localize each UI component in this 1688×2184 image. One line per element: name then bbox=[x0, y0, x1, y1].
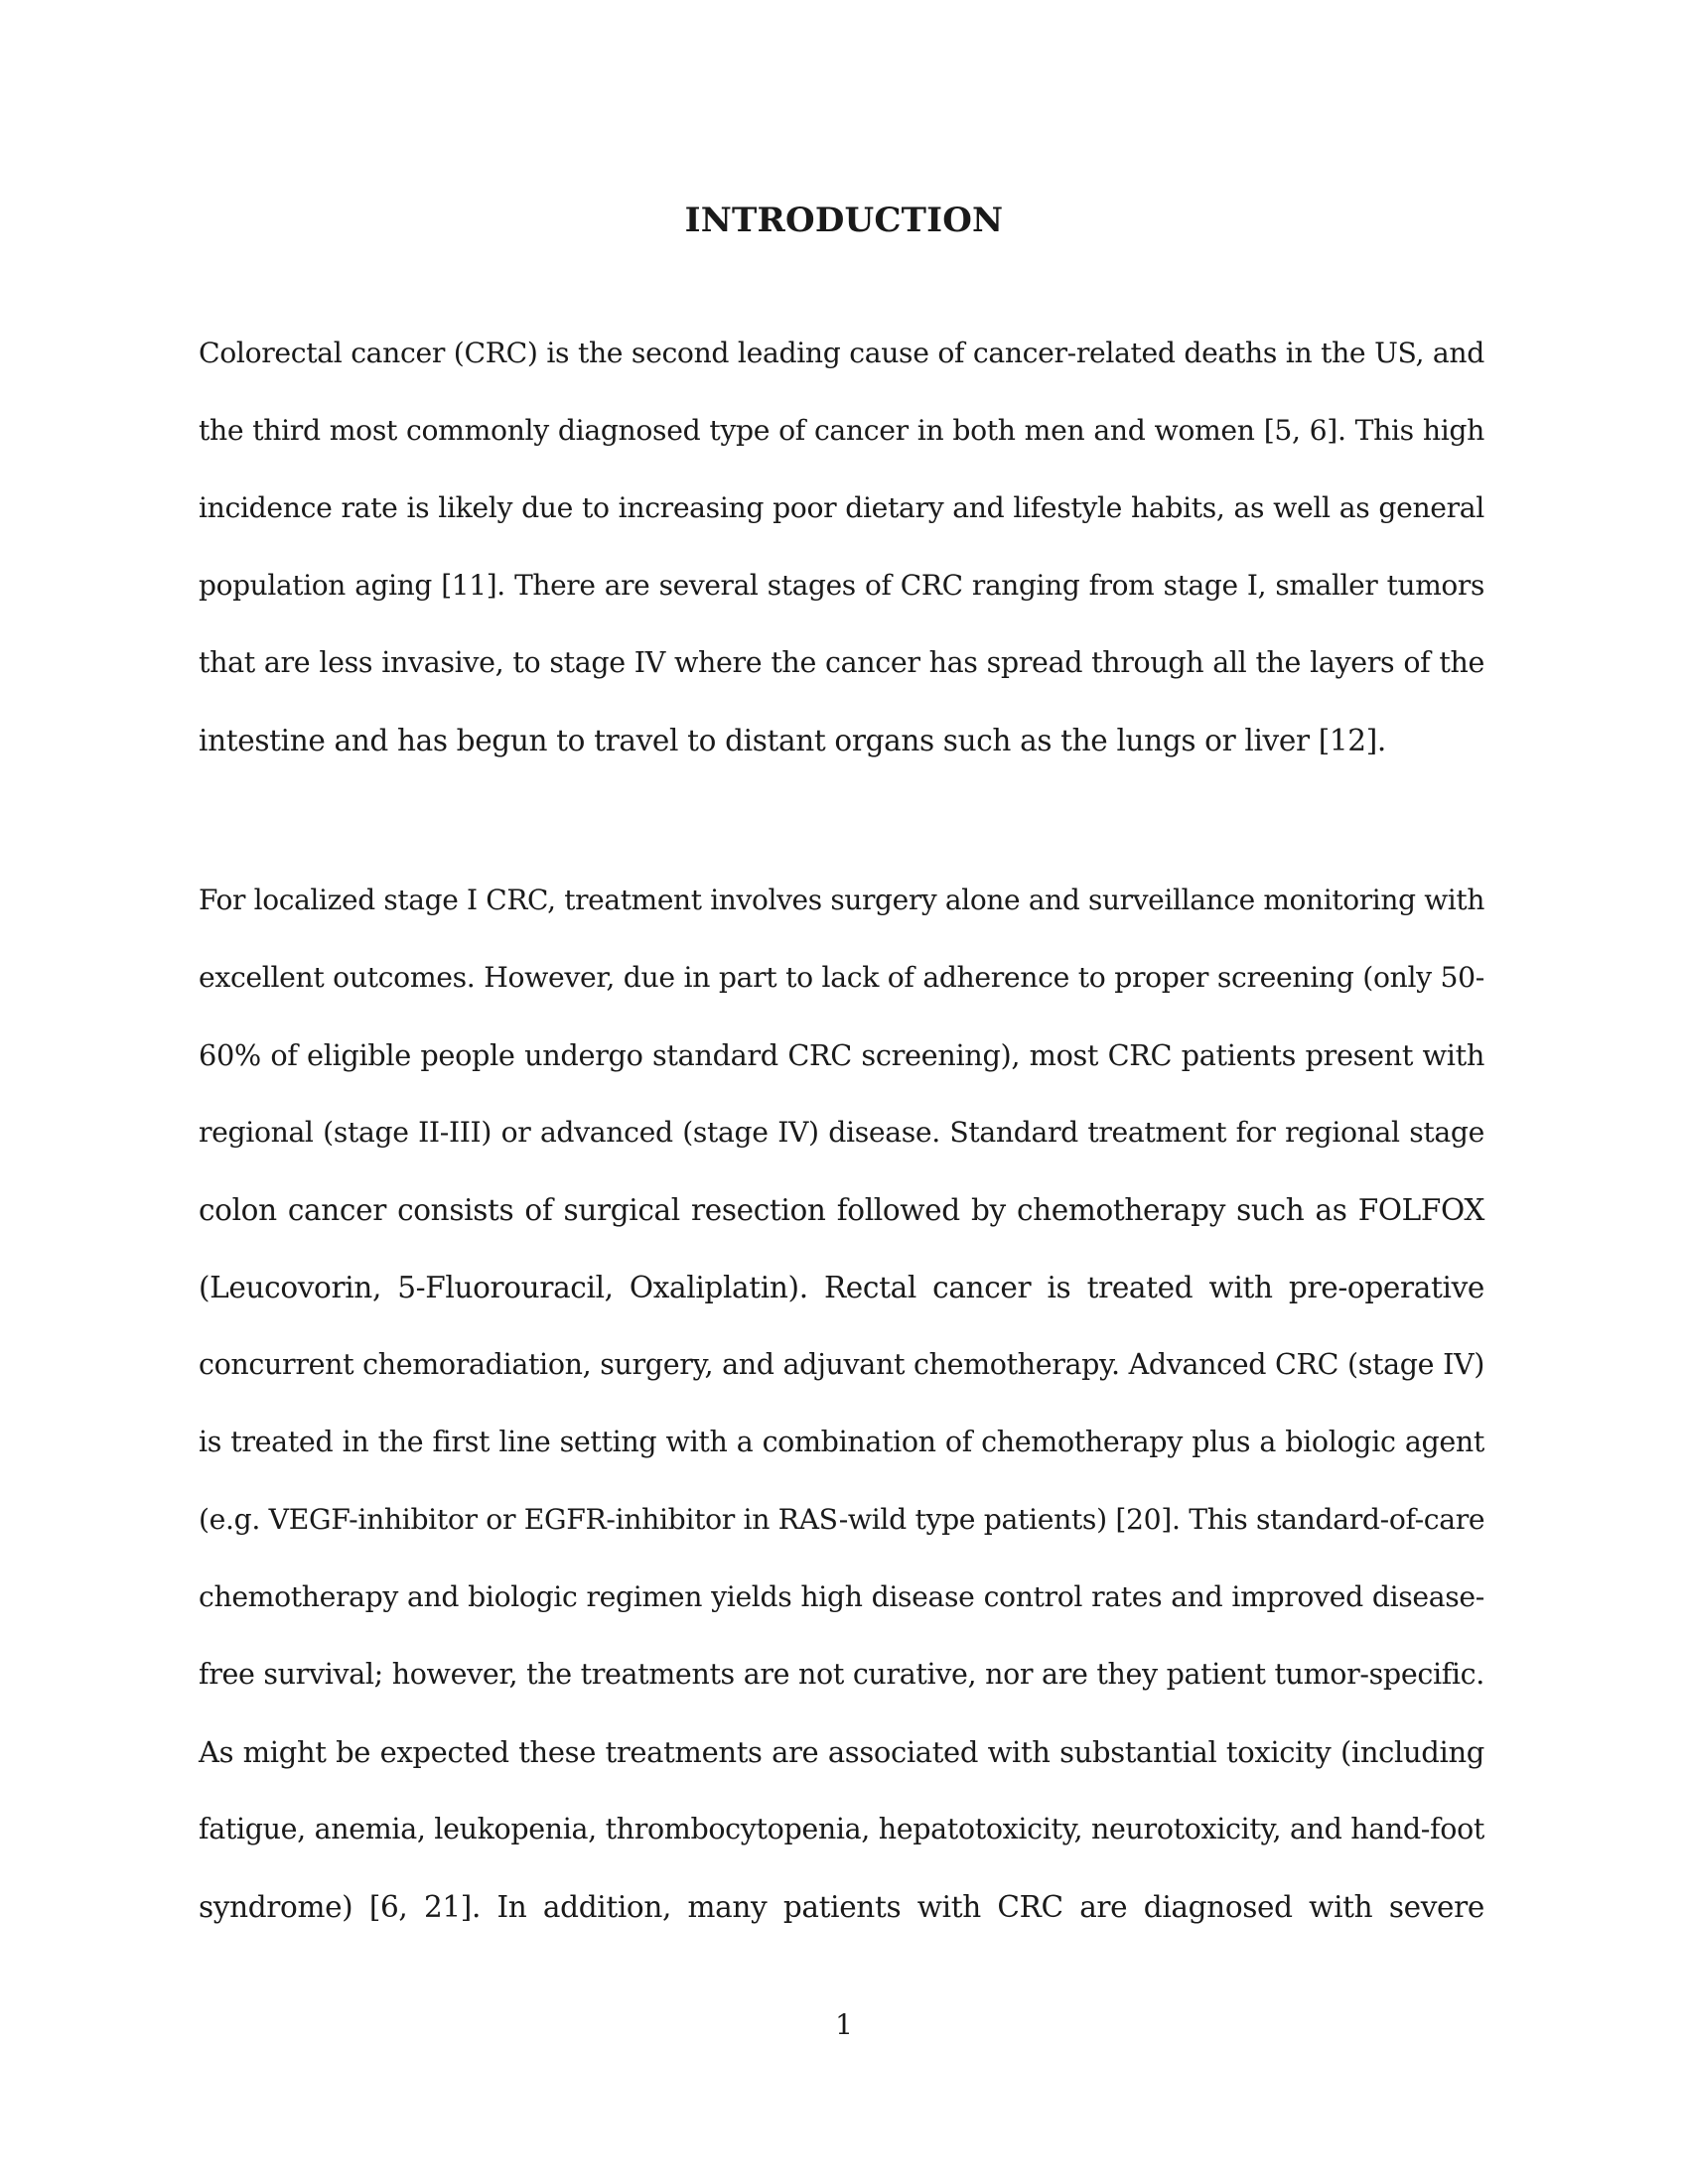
text-line: chemotherapy and biologic regimen yields high disease control rates and improved disease- bbox=[199, 1580, 1484, 1613]
paragraph-2 bbox=[199, 862, 1484, 1946]
text-line: excellent outcomes. However, due in part to lack of adherence to proper screening (only 50- bbox=[199, 961, 1484, 994]
text-line: that are less invasive, to stage IV where the cancer has spread through all the layers of the bbox=[199, 646, 1484, 679]
paragraph-1 bbox=[199, 315, 1484, 779]
text-line: free survival; however, the treatments are not curative, nor are they patient tumor-specific. bbox=[199, 1658, 1484, 1691]
text-line: (e.g. VEGF-inhibitor or EGFR-inhibitor in RAS-wild type patients) [20]. This standard-of-care bbox=[199, 1503, 1485, 1536]
text-line: syndrome) [6, 21]. In addition, many patients with CRC are diagnosed with severe bbox=[199, 1890, 1484, 1924]
text-line: fatigue, anemia, leukopenia, thrombocytopenia, hepatotoxicity, neurotoxicity, and hand-foot bbox=[199, 1813, 1484, 1845]
text-line: the third most commonly diagnosed type of cancer in both men and women [5, 6]. This high bbox=[199, 414, 1484, 447]
text-line: (Leucovorin, 5-Fluorouracil, Oxaliplatin). Rectal cancer is treated with pre-operative bbox=[199, 1271, 1484, 1304]
text-line: population aging [11]. There are several stages of CRC ranging from stage I, smaller tumors bbox=[199, 569, 1484, 602]
section-heading: INTRODUCTION bbox=[684, 201, 1004, 240]
text-line: As might be expected these treatments are associated with substantial toxicity (including bbox=[199, 1735, 1484, 1769]
text-line: concurrent chemoradiation, surgery, and adjuvant chemotherapy. Advanced CRC (stage IV) bbox=[199, 1348, 1484, 1381]
text-line: colon cancer consists of surgical resection followed by chemotherapy such as FOLFOX bbox=[199, 1193, 1484, 1227]
page-number: 1 bbox=[835, 2008, 853, 2041]
text-line: For localized stage I CRC, treatment involves surgery alone and surveillance monitoring with bbox=[199, 884, 1484, 916]
text-line: Colorectal cancer (CRC) is the second leading cause of cancer-related deaths in the US, and bbox=[199, 337, 1484, 369]
text-line: intestine and has begun to travel to distant organs such as the lungs or liver [12]. bbox=[199, 724, 1386, 757]
text-line: regional (stage II-III) or advanced (stage IV) disease. Standard treatment for regional stage bbox=[199, 1116, 1484, 1149]
text-line: is treated in the first line setting with a combination of chemotherapy plus a biologic agent bbox=[199, 1426, 1484, 1458]
text-line: incidence rate is likely due to increasing poor dietary and lifestyle habits, as well as general bbox=[199, 491, 1484, 524]
text-line: 60% of eligible people undergo standard CRC screening), most CRC patients present with bbox=[199, 1038, 1484, 1072]
